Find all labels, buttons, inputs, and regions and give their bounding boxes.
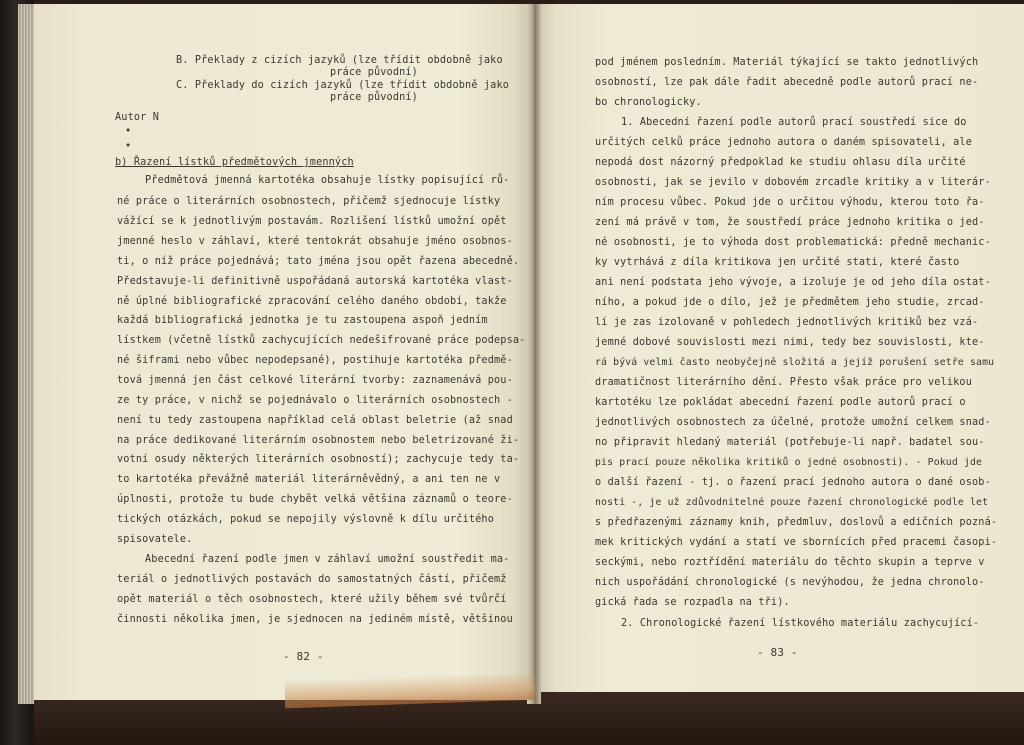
header-line-3: C. Překlady do cizích jazyků (lze třídit obdobně jako: [176, 80, 510, 91]
page-stack-edge: [18, 4, 34, 704]
body-line: ani není podstata jeho vývoje, a izoluje je od jeho díla ostat-: [595, 277, 991, 288]
book-gutter: [527, 4, 541, 704]
body-line: Představuje-li definitivně uspořádaná autorská kartotéka vlast-: [117, 276, 513, 287]
body-line: osobnosti, jak se jevilo v dobovém zrcadle kritiky a v literár-: [595, 177, 991, 188]
section-heading: b) Řazení lístků předmětových jmenných: [115, 157, 354, 168]
body-line: 2. Chronologické řazení lístkového materiálu zachycující-: [621, 618, 980, 629]
body-line: o další řazení - tj. o řazení prací jednoho autora o dané osob-: [595, 477, 991, 488]
page-number: - 82 -: [283, 650, 324, 663]
body-line: ního, a pokud jde o dílo, jež je předmětem jeho studie, zrcad-: [595, 297, 985, 308]
body-line: tová jmenná jen část celkové literární tvorby: zaznamenává pou-: [117, 375, 513, 386]
body-line: 1. Abecední řazení podle autorů prací soustředí sice do: [621, 117, 967, 128]
body-line: vážící se k jednotlivým postavám. Rozlišení lístků umožní opět: [117, 216, 507, 227]
bullet-mark: •: [125, 126, 132, 137]
bullet-mark: •: [125, 141, 132, 152]
body-line: ze ty práce, v nichž se pojednávalo o literárních osobnostech -: [117, 395, 513, 406]
body-line: na práce dedikované literárním osobnostem nebo beletrizované ži-: [117, 435, 520, 446]
header-line-2: práce původní): [330, 67, 418, 78]
body-line: mek kritických vydání a statí ve sbornících před pracemi časopi-: [595, 537, 998, 548]
body-line: né osobnosti, je to výhoda dost problematická: předně mechanic-: [595, 237, 991, 248]
body-line: nepodá dost názorný předpoklad ke studiu ohlasu díla určité: [595, 157, 966, 168]
body-line: bo chronologicky.: [595, 97, 702, 108]
page-number: - 83 -: [757, 646, 798, 659]
body-line: jemné dobové souvislosti mezi nimi, tedy bez souvislosti, kte-: [595, 337, 985, 348]
body-line: není tu tedy zastoupena například celá oblast beletrie (až snad: [117, 415, 513, 426]
body-line: né práce o literárních osobnostech, přičemž sjednocuje lístky: [117, 196, 501, 207]
body-line: to kartotéka převážně materiál literárněvědný, a ani ten ne v: [117, 474, 501, 485]
body-line: Abecední řazení podle jmen v záhlaví umožní soustředit ma-: [145, 554, 510, 565]
body-line: tických otázkách, pokud se nepojily výslovně k dílu určitého: [117, 514, 495, 525]
body-line: nich uspořádání chronologické (s nevýhodou, že jedna chronolo-: [595, 577, 985, 588]
body-line: každá bibliografická jednotka je tu zastoupena aspoň jedním: [117, 315, 488, 326]
body-line: lístkem (včetně lístků zachycujících nedešifrované práce podepsa-: [117, 335, 526, 346]
body-line: jmenné heslo v záhlaví, které tentokrát obsahuje jméno osobnos-: [117, 236, 513, 247]
body-line: pod jménem posledním. Materiál týkající se takto jednotlivých: [595, 57, 979, 68]
body-line: no připravit hledaný materiál (potřebuje-li např. badatel sou-: [595, 437, 985, 448]
header-line-4: práce původní): [330, 92, 418, 103]
left-page: [33, 4, 533, 700]
author-label: Autor N: [115, 112, 159, 123]
body-line: lí je zas izolovaně v pohledech jednotlivých kritiků bez vzá-: [595, 317, 979, 328]
body-line: pis prací pouze několika kritiků o jedné osobnosti). - Pokud jde: [595, 457, 983, 468]
body-line: činnosti několika jmen, je sjednocen na jediném místě, většinou: [117, 614, 513, 625]
body-line: ně úplné bibliografické zpracování celého daného období, takže: [117, 296, 507, 307]
right-page: [535, 4, 1024, 692]
body-line: rá bývá velmi často neobyčejně složitá a jejíž porušení setře samu: [595, 357, 995, 368]
body-line: zení má právě v tom, že soustředí práce jednoho kritika o jed-: [595, 217, 985, 228]
body-line: osobností, lze pak dále řadit abecedně podle autorů prací ne-: [595, 77, 979, 88]
body-line: teriál o jednotlivých postavách do samostatných částí, přičemž: [117, 574, 507, 585]
body-line: dramatičnost literárního dění. Přesto však práce pro velikou: [595, 377, 973, 388]
body-line: gická řada se rozpadla na tři).: [595, 597, 790, 608]
body-line: ním procesu vůbec. Pokud jde o určitou výhodu, kterou toto řa-: [595, 197, 985, 208]
body-line: s předřazenými záznamy knih, předmluv, doslovů a edičních pozná-: [595, 517, 998, 528]
body-line: ti, o níž práce pojednává; tato jména jsou opět řazena abecedně.: [117, 256, 520, 267]
body-line: úplnosti, protože tu bude chybět velká většina záznamů o teore-: [117, 494, 513, 505]
body-line: jednotlivých osobnostech za účelné, protože umožní celkem snad-: [595, 417, 991, 428]
body-line: ky vytrhává z díla kritikova jen určité stati, které často: [595, 257, 960, 268]
header-line-1: B. Překlady z cizích jazyků (lze třídit obdobně jako: [176, 55, 503, 66]
body-line: kartotéku lze pokládat abecední řazení podle autorů prací o: [595, 397, 966, 408]
body-line: nosti -, je už zdůvodnitelné pouze řazení chronologické podle let: [595, 497, 989, 508]
body-line: opět materiál o těch osobnostech, které užily během své tvůrčí: [117, 594, 507, 605]
body-line: spisovatele.: [117, 534, 193, 545]
body-line: né šiframi nebo vůbec nepodepsané), postihuje kartotéka předmě-: [117, 355, 513, 366]
body-line: Předmětová jmenná kartotéka obsahuje lístky popisující rů-: [145, 175, 510, 186]
body-line: votní osudy některých literárních osobností); zachycuje tedy ta-: [117, 454, 520, 465]
body-line: určitých celků práce jednoho autora o daném spisovateli, ale: [595, 137, 973, 148]
body-line: seckými, nebo roztřídění materiálu do těchto skupin a teprve v: [595, 557, 985, 568]
